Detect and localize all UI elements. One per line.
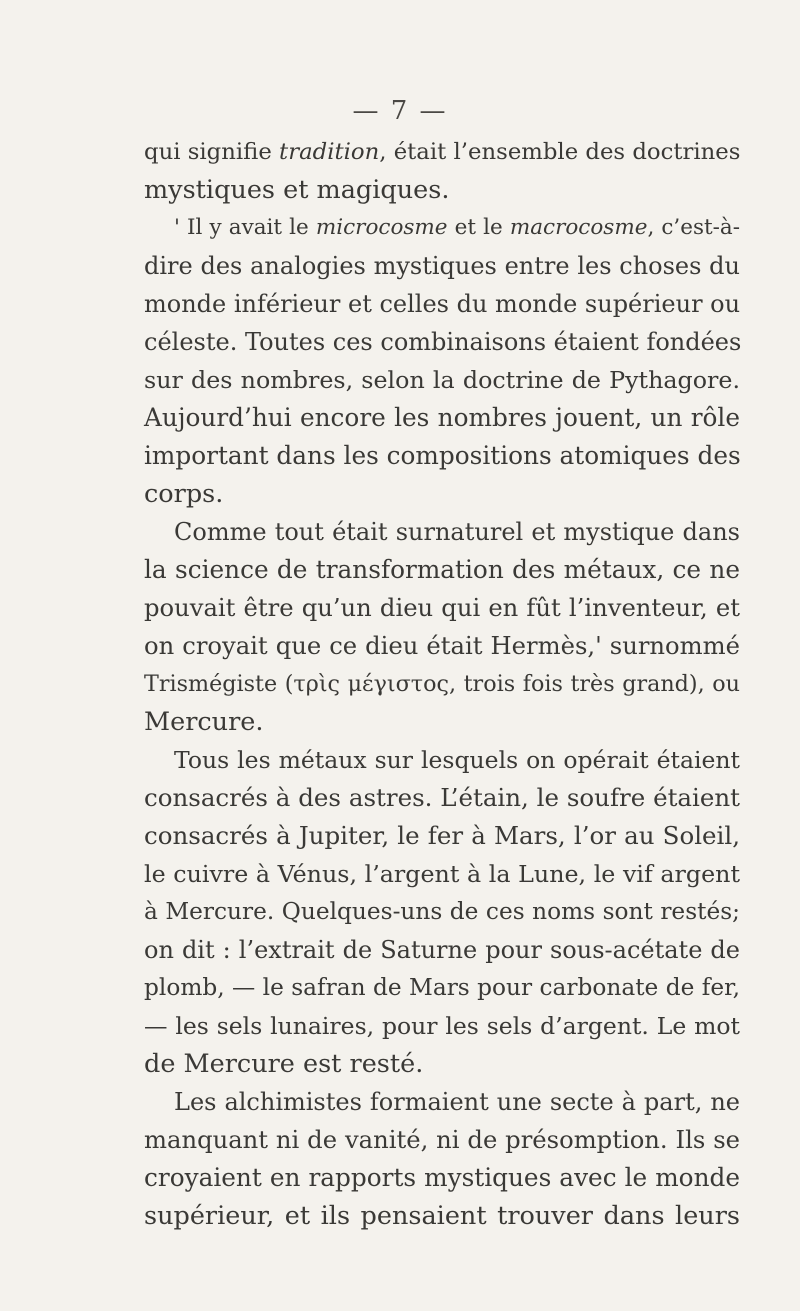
text-line: à Mercure. Quelques-uns de ces noms sont restés;	[144, 898, 740, 925]
text-line: supérieur, et ils pensaient trouver dans leurs	[144, 1201, 740, 1231]
text-line: céleste. Toutes ces combinaisons étaient fondées	[144, 328, 742, 356]
text-line: qui signifie tradition, était l’ensemble des doctrines	[144, 139, 741, 165]
text-line: pouvait être qu’un dieu qui en fût l’inventeur, et	[144, 593, 740, 622]
text-line: corps.	[144, 479, 224, 509]
text-line: on dit : l’extrait de Saturne pour sous-acétate de	[144, 936, 740, 964]
italic-term: microcosme	[315, 215, 448, 240]
text-line: Mercure.	[144, 707, 264, 737]
text-line: Trismégiste (τρὶς μέγιστος, trois fois très grand), ou	[144, 671, 740, 697]
text-line: Les alchimistes formaient une secte à part, ne	[174, 1088, 740, 1116]
text-line: consacrés à Jupiter, le fer à Mars, l’or au Soleil,	[144, 821, 740, 850]
text-line: manquant ni de vanité, ni de présomption. Ils se	[144, 1125, 740, 1154]
text-line: Tous les métaux sur lesquels on opérait étaient	[174, 746, 740, 774]
text-line: sur des nombres, selon la doctrine de Pythagore.	[144, 366, 740, 394]
text-line: le cuivre à Vénus, l’argent à la Lune, le vif argent	[144, 860, 740, 888]
page-number: — 7 —	[352, 96, 448, 126]
italic-term: tradition	[279, 139, 380, 165]
text-line: plomb, — le safran de Mars pour carbonate de fer,	[144, 974, 741, 1001]
text-line: la science de transformation des métaux, ce ne	[144, 555, 740, 584]
text-line: monde inférieur et celles du monde supérieur ou	[144, 290, 741, 318]
text-line: Aujourd’hui encore les nombres jouent, un rôle	[144, 403, 740, 432]
text-line: de Mercure est resté.	[144, 1049, 424, 1079]
text-line: consacrés à des astres. L’étain, le soufre étaient	[144, 783, 740, 812]
text-line: — les sels lunaires, pour les sels d’argent. Le mot	[144, 1012, 740, 1040]
text-line: mystiques et magiques.	[144, 175, 450, 205]
text-line: croyaient en rapports mystiques avec le monde	[144, 1163, 740, 1192]
italic-term: macrocosme	[509, 215, 648, 240]
text-line: on croyait que ce dieu était Hermès,' surnommé	[144, 631, 740, 660]
text-line: ' Il y avait le microcosme et le macrocosme, c’est-à-	[174, 215, 741, 240]
text-line: important dans les compositions atomiques des	[144, 441, 741, 470]
text-line: dire des analogies mystiques entre les choses du	[144, 252, 740, 280]
text-line: Comme tout était surnaturel et mystique dans	[174, 518, 740, 546]
